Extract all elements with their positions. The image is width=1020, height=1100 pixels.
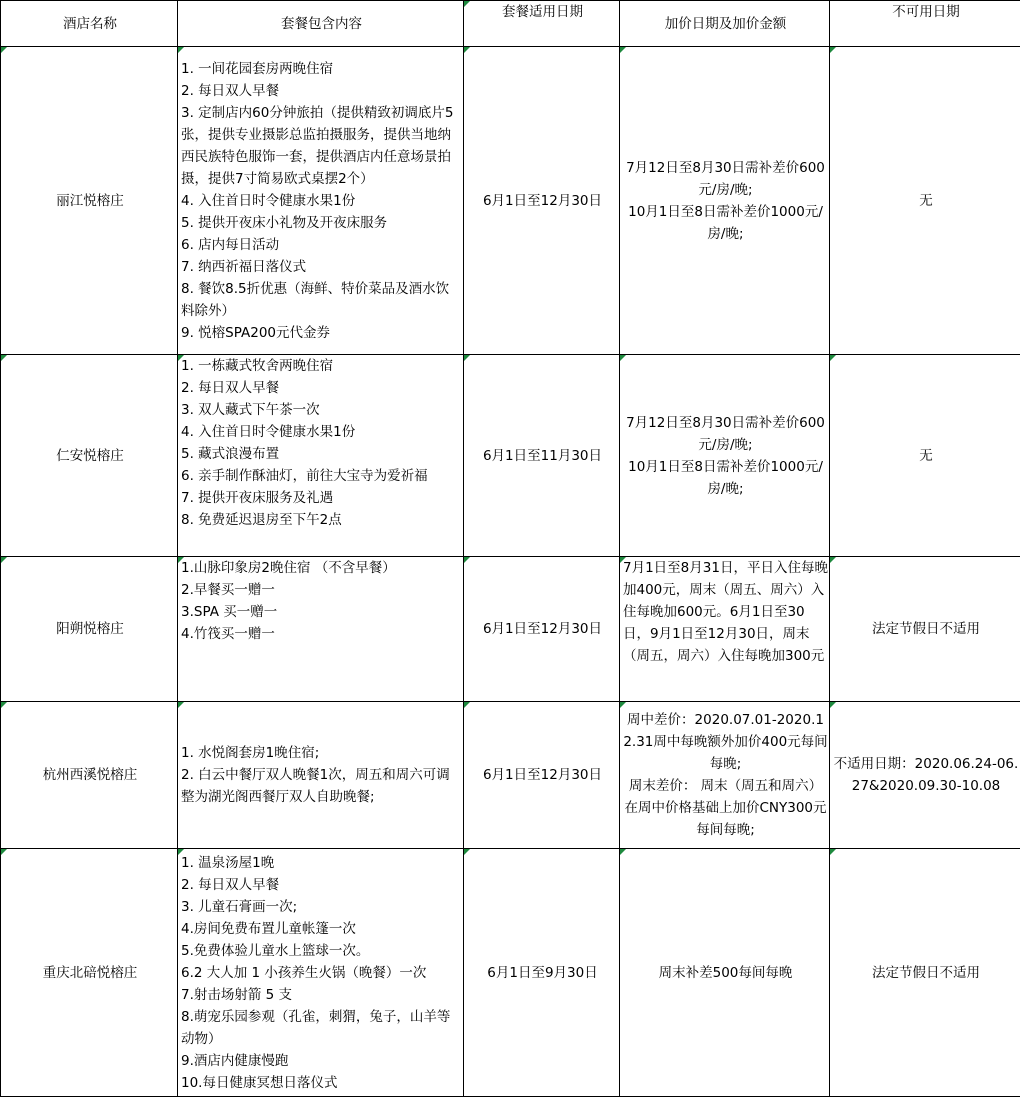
package-contents-cell[interactable] [178,47,464,355]
surcharge-line: 7月1日至8月31日，平日入住每晚加400元，周末（周五、周六）入住每晚加600元。6月1日至30日，9月1日至12月30日，周末（周五，周六）入住每晚加300元 [623,560,828,664]
hotel-name-cell[interactable]: 仁安悦榕庄 [1,355,178,557]
hotel-name-cell[interactable]: 杭州西溪悦榕庄 [1,702,178,849]
blackout-dates-cell[interactable]: 法定节假日不适用 [830,849,1020,1097]
package-item: 1. 一间花园套房两晚住宿 [181,60,334,77]
applicable-dates-cell[interactable]: 6月1日至12月30日 [464,47,620,355]
package-contents-cell[interactable] [178,702,464,849]
header-surcharge[interactable]: 加价日期及加价金额 [620,1,830,47]
package-contents-cell[interactable] [178,355,464,557]
surcharge-line: 7月12日至8月30日需补差价600元/房/晚; [626,414,825,453]
surcharge-cell[interactable] [620,849,830,1097]
package-item: 10.每日健康冥想日落仪式 [181,1074,338,1091]
surcharge-line: 周中差价：2020.07.01-2020.12.31周中每晚额外加价400元每间每晚; [623,712,828,772]
header-row [1,1,1020,47]
hotel-name-cell[interactable]: 重庆北碚悦榕庄 [1,849,178,1097]
package-contents-cell[interactable] [178,557,464,702]
blackout-dates-cell[interactable]: 不适用日期：2020.06.24-06.27&2020.09.30-10.08 [830,702,1020,849]
package-item: 7. 纳西祈福日落仪式 [181,258,307,275]
package-item: 1. 一栋藏式牧舍两晚住宿 [181,358,334,374]
blackout-dates-cell[interactable]: 法定节假日不适用 [830,557,1020,702]
table-row [1,849,1020,1097]
surcharge-cell[interactable] [620,355,830,557]
package-contents-cell[interactable] [178,849,464,1097]
header-blackout-dates[interactable]: 不可用日期 [830,1,1020,47]
package-item: 8. 餐饮8.5折优惠（海鲜、特价菜品及酒水饮料除外） [181,280,450,319]
package-item: 3.SPA 买一赠一 [181,604,278,620]
surcharge-line: 10月1日至8日需补差价1000元/房/晚; [628,203,823,242]
blackout-dates-cell[interactable]: 无 [830,355,1020,557]
package-item: 5. 提供开夜床小礼物及开夜床服务 [181,214,388,231]
package-item: 8. 免费延迟退房至下午2点 [181,512,342,528]
surcharge-line: 7月12日至8月30日需补差价600元/房/晚; [626,159,825,198]
table-row [1,557,1020,702]
header-hotel-name[interactable]: 酒店名称 [1,1,178,47]
package-item: 1. 温泉汤屋1晚 [181,854,275,871]
package-item: 7.射击场射箭 5 支 [181,986,293,1003]
surcharge-cell[interactable] [620,47,830,355]
package-item: 1.山脉印象房2晚住宿 （不含早餐） [181,560,396,576]
package-item: 1. 水悦阁套房1晚住宿; [181,745,320,761]
surcharge-cell[interactable] [620,557,830,702]
package-item: 4.房间免费布置儿童帐篷一次 [181,920,356,937]
package-item: 6. 店内每日活动 [181,236,280,253]
package-item: 4. 入住首日时令健康水果1份 [181,192,356,209]
package-item: 2. 每日双人早餐 [181,380,280,396]
package-item: 4.竹筏买一赠一 [181,626,275,642]
package-item: 7. 提供开夜床服务及礼遇 [181,490,334,506]
package-item: 3. 双人藏式下午茶一次 [181,402,320,418]
surcharge-line: 周末补差500每间每晚 [658,964,793,981]
applicable-dates-cell[interactable]: 6月1日至9月30日 [464,849,620,1097]
package-item: 2. 每日双人早餐 [181,82,280,99]
surcharge-cell[interactable] [620,702,830,849]
package-item: 9.酒店内健康慢跑 [181,1052,289,1069]
package-item: 2. 每日双人早餐 [181,876,280,893]
package-item: 6. 亲手制作酥油灯，前往大宝寺为爱祈福 [181,468,428,484]
header-applicable-dates[interactable]: 套餐适用日期 [464,1,620,47]
surcharge-line: 周末差价： 周末（周五和周六）在周中价格基础上加价CNY300元每间每晚; [624,778,827,838]
package-item: 8.萌宠乐园参观（孔雀，刺猬，兔子，山羊等动物） [181,1008,451,1047]
applicable-dates-cell[interactable]: 6月1日至11月30日 [464,355,620,557]
package-item: 3. 儿童石膏画一次; [181,898,298,915]
package-item: 5.免费体验儿童水上篮球一次。 [181,942,370,959]
table-row [1,47,1020,355]
header-package-contents[interactable]: 套餐包含内容 [178,1,464,47]
package-item: 9. 悦榕SPA200元代金券 [181,324,331,341]
hotel-name-cell[interactable]: 丽江悦榕庄 [1,47,178,355]
applicable-dates-cell[interactable]: 6月1日至12月30日 [464,702,620,849]
package-item: 2.早餐买一赠一 [181,582,275,598]
surcharge-line: 10月1日至8日需补差价1000元/房/晚; [628,458,823,497]
package-item: 4. 入住首日时令健康水果1份 [181,424,356,440]
package-item: 5. 藏式浪漫布置 [181,446,280,462]
table-row [1,355,1020,557]
table-row [1,702,1020,849]
hotel-name-cell[interactable]: 阳朔悦榕庄 [1,557,178,702]
package-item: 3. 定制店内60分钟旅拍（提供精致初调底片5张，提供专业摄影总监拍摄服务，提供当地纳西民族特色服饰一套，提供酒店内任意场景拍摄，提供7寸简易欧式桌摆2个） [181,104,454,187]
package-item: 2. 白云中餐厅双人晚餐1次，周五和周六可调整为湖光阁西餐厅双人自助晚餐; [181,767,450,805]
blackout-dates-cell[interactable]: 无 [830,47,1020,355]
package-item: 6.2 大人加 1 小孩养生火锅（晚餐）一次 [181,964,427,981]
applicable-dates-cell[interactable]: 6月1日至12月30日 [464,557,620,702]
